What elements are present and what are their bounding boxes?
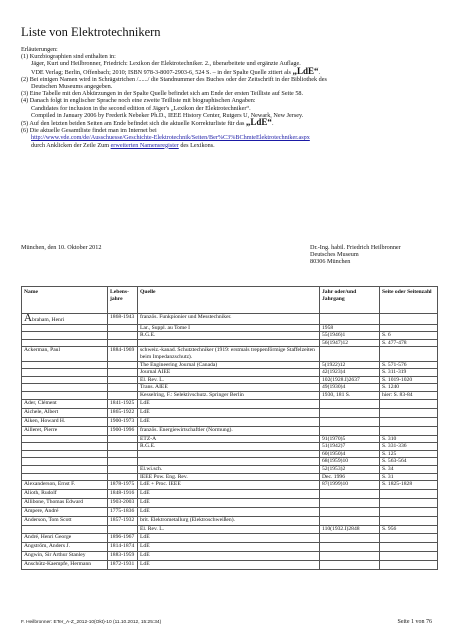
note-1-publisher: VDE Verlag; Berlin, Offenbach; 2010; ISBN 978-3-8007-2903-6, 524 S. – in der Spalte Quelle zitiert als „LdE“. xyxy=(31,65,321,76)
cell-page xyxy=(380,499,438,508)
cell-name xyxy=(22,324,108,332)
cell-name xyxy=(22,339,108,347)
table-row xyxy=(22,450,438,458)
cell-year: 102(1928.I)2637 xyxy=(320,376,380,384)
cell-year: 60(1950)4 xyxy=(320,450,380,458)
cell-source: LdE xyxy=(138,508,320,517)
cell-name xyxy=(22,443,108,451)
table-row xyxy=(22,533,438,542)
cell-year: Dec. 1996 xyxy=(320,473,380,481)
cell-year xyxy=(320,533,380,542)
cell-year: 91(1970)5 xyxy=(320,435,380,443)
note-4-candidates: Candidates for inclusion in the second edition of Jäger's „Lexikon der Elektrotechniker“. xyxy=(31,104,251,112)
cell-year: 5(1922)12 xyxy=(320,361,380,369)
cell-name: Anderson, Tom Scott xyxy=(22,517,108,526)
cell-lifespan: 1900-1996 xyxy=(108,426,138,435)
cell-lifespan xyxy=(108,458,138,466)
cell-page: S. 1240 xyxy=(380,384,438,392)
cell-source: R.G.E. xyxy=(138,332,320,340)
cell-year: 42(1923)4 xyxy=(320,369,380,377)
cell-name xyxy=(22,369,108,377)
table-row xyxy=(22,324,438,332)
cell-page xyxy=(380,490,438,499)
vde-url-link[interactable]: http://www.vde.com/de/Ausschuesse/Geschichte-Elektrotechnik/Seiten/Ber%C3%BChmteElektrotechniker.aspx xyxy=(31,134,310,142)
table-header-row xyxy=(22,287,438,314)
cell-lifespan xyxy=(108,324,138,332)
cell-name xyxy=(22,376,108,384)
table-body xyxy=(22,314,438,570)
cell-source: LdE xyxy=(138,533,320,542)
cell-lifespan: 1883-1959 xyxy=(108,551,138,560)
cell-year: 52(1953)2 xyxy=(320,465,380,473)
cell-year xyxy=(320,560,380,569)
cell-page: S. 563-564 xyxy=(380,458,438,466)
cell-lifespan: 1868-1943 xyxy=(108,314,138,325)
cell-lifespan: 1872-1931 xyxy=(108,560,138,569)
cell-lifespan xyxy=(108,526,138,534)
cell-source: R.G.E. xyxy=(138,443,320,451)
cell-year: 56(1947)12 xyxy=(320,339,380,347)
cell-year xyxy=(320,347,380,361)
table-row xyxy=(22,490,438,499)
table-row xyxy=(22,458,438,466)
cell-year xyxy=(320,426,380,435)
cell-name: Abraham, Henri xyxy=(22,314,108,325)
cell-name: Anschütz-Kaempfe, Hermann xyxy=(22,560,108,569)
cell-page: hier: S. 83-84 xyxy=(380,391,438,399)
table-row xyxy=(22,332,438,340)
cell-source: LdE xyxy=(138,490,320,499)
cell-source: IEEE Pow. Eng. Rev. xyxy=(138,473,320,481)
table-row xyxy=(22,499,438,508)
header-page: Seite oder Seitenzahl xyxy=(380,287,438,314)
header-name: Name xyxy=(22,287,108,314)
table-row xyxy=(22,526,438,534)
cell-source: schweiz.-kanad. Schutztechniker (1919: erstmals treppenförmige Staffelzeiten beim Impedanzschutz). xyxy=(138,347,320,361)
cell-name: Ailleret, Pierre xyxy=(22,426,108,435)
cell-source: LdE xyxy=(138,542,320,551)
cell-page xyxy=(380,408,438,417)
cell-name: Alioth, Rudolf xyxy=(22,490,108,499)
cell-name xyxy=(22,361,108,369)
cell-name xyxy=(22,384,108,392)
note-1-book: Jäger, Kurt und Heilbronner, Friedrich: Lexikon der Elektrotechniker. 2., überarbeitete und ergänzte Auflage. xyxy=(31,60,301,68)
cell-page: S. 125 xyxy=(380,450,438,458)
cell-page xyxy=(380,508,438,517)
note-5: (5) Auf den letzten beiden Seiten am Ende befindet sich die aktuelle Korrekturliste für das „LdE“. xyxy=(21,117,274,128)
namensregister-link[interactable]: erweiterten Namensregister xyxy=(110,141,179,149)
table-row xyxy=(22,384,438,392)
cell-year xyxy=(320,408,380,417)
cell-name: Allibone, Thomas Edward xyxy=(22,499,108,508)
cell-name xyxy=(22,458,108,466)
cell-page: S. 310 xyxy=(380,435,438,443)
cell-source: El.wi.sch. xyxy=(138,465,320,473)
cell-name: Angström, Anders J. xyxy=(22,542,108,551)
cell-page: S. 34 xyxy=(380,465,438,473)
cell-year xyxy=(320,517,380,526)
cell-page: S. 6 xyxy=(380,332,438,340)
table-row xyxy=(22,314,438,325)
table-row xyxy=(22,560,438,569)
cell-page: S. 311-319 xyxy=(380,369,438,377)
notes-heading: Erläuterungen: xyxy=(21,46,58,53)
cell-year xyxy=(320,542,380,551)
footer-page-number: Seite 1 von 76 xyxy=(397,619,432,625)
table-row xyxy=(22,542,438,551)
cell-source: LdE + Proc. IEEE xyxy=(138,481,320,490)
cell-page: S. 571-576 xyxy=(380,361,438,369)
cell-page xyxy=(380,533,438,542)
table-row xyxy=(22,508,438,517)
cell-lifespan xyxy=(108,391,138,399)
table-row xyxy=(22,435,438,443)
cell-lifespan xyxy=(108,332,138,340)
cell-year: 51(1942)7 xyxy=(320,443,380,451)
cell-lifespan xyxy=(108,473,138,481)
cell-name xyxy=(22,435,108,443)
cell-source: brit. Elektrometallurg (Elektroschweißen). xyxy=(138,517,320,526)
table-row xyxy=(22,443,438,451)
table-row xyxy=(22,339,438,347)
cell-year xyxy=(320,490,380,499)
table-row xyxy=(22,551,438,560)
cell-lifespan xyxy=(108,369,138,377)
cell-year: 49(1930)4 xyxy=(320,384,380,392)
cell-source: Lar., Suppl. au Tome I xyxy=(138,324,320,332)
signer-name: Dr.-Ing. habil. Friedrich Heilbronner xyxy=(310,244,401,251)
date-line: München, den 10. Oktober 2012 xyxy=(21,244,102,251)
cell-name: Ampere, André xyxy=(22,508,108,517)
engineers-table xyxy=(21,286,438,570)
cell-page xyxy=(380,542,438,551)
cell-page: S. 31 xyxy=(380,473,438,481)
note-1: (1) Kurzbiographien sind enthalten in: xyxy=(21,53,116,61)
cell-year: 1958 xyxy=(320,324,380,332)
note-6: (6) Die aktuelle Gesamtliste findet man im Internet bei xyxy=(21,127,157,135)
cell-page xyxy=(380,426,438,435)
table-row xyxy=(22,481,438,490)
cell-source: El. Rev. L. xyxy=(138,526,320,534)
header-source: Quelle xyxy=(138,287,320,314)
signer-block xyxy=(310,244,401,266)
cell-name: Ader, Clément xyxy=(22,399,108,408)
header-lifespan: Lebens-jahre xyxy=(108,287,138,314)
cell-page xyxy=(380,551,438,560)
table-row xyxy=(22,399,438,408)
table-row xyxy=(22,391,438,399)
table-row xyxy=(22,465,438,473)
cell-lifespan: 1900-1973 xyxy=(108,417,138,426)
table-row xyxy=(22,417,438,426)
cell-lifespan: 1903-2003 xyxy=(108,499,138,508)
cell-source: ETZ-A xyxy=(138,435,320,443)
cell-name: Angwin, Sir Arthur Stanley xyxy=(22,551,108,560)
cell-source: französ. Energiewirtschaftler (Normung). xyxy=(138,426,320,435)
cell-source: LdE xyxy=(138,417,320,426)
cell-name: Aiken, Howard H. xyxy=(22,417,108,426)
cell-page: S. 956 xyxy=(380,526,438,534)
cell-lifespan: 1884-1969 xyxy=(108,347,138,361)
cell-name: Ackerman, Paul xyxy=(22,347,108,361)
cell-lifespan: 1841-1925 xyxy=(108,399,138,408)
note-2-cont: Deutschen Museums angegeben. xyxy=(31,83,113,91)
cell-lifespan: 1814-1874 xyxy=(108,542,138,551)
cell-source: LdE xyxy=(138,408,320,417)
cell-page: S. 477-478 xyxy=(380,339,438,347)
cell-year: 55(1946)1 xyxy=(320,332,380,340)
footer-file-info: F. Heilbronner: ETer_A-Z_2012-10(Okt)-10 (11.10.2012, 15:25:34) xyxy=(21,620,162,625)
page-title: Liste von Elektrotechnikern xyxy=(21,25,161,39)
table-row xyxy=(22,347,438,361)
note-4: (4) Danach folgt in englischer Sprache noch eine zweite Teilliste mit biographischen Angaben: xyxy=(21,97,256,105)
cell-name xyxy=(22,450,108,458)
cell-source: LdE xyxy=(138,399,320,408)
cell-page xyxy=(380,560,438,569)
cell-source: LdE xyxy=(138,499,320,508)
cell-year xyxy=(320,551,380,560)
cell-lifespan xyxy=(108,339,138,347)
signer-institution: Deutsches Museum xyxy=(310,251,359,259)
cell-lifespan xyxy=(108,384,138,392)
cell-year: 110(1932.I)2848 xyxy=(320,526,380,534)
cell-name xyxy=(22,332,108,340)
table-row xyxy=(22,473,438,481)
cell-name: Aichele, Albert xyxy=(22,408,108,417)
cell-page: S. 1825-1828 xyxy=(380,481,438,490)
cell-source: LdE xyxy=(138,551,320,560)
cell-page: S. 1019-1020 xyxy=(380,376,438,384)
cell-source xyxy=(138,450,320,458)
cell-lifespan: 1896-1967 xyxy=(108,533,138,542)
signer-city: 80306 München xyxy=(310,258,351,266)
table-row xyxy=(22,408,438,417)
cell-name xyxy=(22,526,108,534)
notes-block xyxy=(21,46,441,149)
cell-year: 1930, 181 S. xyxy=(320,391,380,399)
cell-year xyxy=(320,417,380,426)
cell-page xyxy=(380,399,438,408)
cell-page: S. 331-336 xyxy=(380,443,438,451)
cell-lifespan: 1878-1975 xyxy=(108,481,138,490)
table-row xyxy=(22,376,438,384)
lde-abbrev-2: „LdE“ xyxy=(245,117,272,128)
cell-page xyxy=(380,314,438,325)
cell-page xyxy=(380,417,438,426)
cell-source xyxy=(138,339,320,347)
cell-source: Trans. AIEE xyxy=(138,384,320,392)
cell-page xyxy=(380,517,438,526)
cell-name: Alexanderson, Ernst F. xyxy=(22,481,108,490)
note-2: (2) Bei einigen Namen wird in Schrägstrichen /....../ die Standnummer des Buches oder der Zeitschrift in der Bibliothek des xyxy=(21,75,327,83)
cell-page xyxy=(380,324,438,332)
cell-lifespan: 1848-1916 xyxy=(108,490,138,499)
cell-lifespan: 1865-1922 xyxy=(108,408,138,417)
cell-year: 68(1959)10 xyxy=(320,458,380,466)
cell-source: Kesselring, F.: Selektivschutz. Springer Berlin xyxy=(138,391,320,399)
cell-lifespan xyxy=(108,376,138,384)
table-row xyxy=(22,369,438,377)
cell-source: Journal AIEE xyxy=(138,369,320,377)
cell-name xyxy=(22,473,108,481)
cell-year: 87(1999)10 xyxy=(320,481,380,490)
note-3: (3) Eine Tabelle mit den Abkürzungen in der Spalte Quelle befindet sich am Ende der ersten Teilliste auf Seite 58. xyxy=(21,90,304,98)
cell-lifespan xyxy=(108,450,138,458)
lde-abbrev: „LdE“ xyxy=(292,65,319,76)
cell-year xyxy=(320,499,380,508)
cell-lifespan: 1857-1932 xyxy=(108,517,138,526)
cell-source: The Engineering Journal (Canada) xyxy=(138,361,320,369)
cell-lifespan xyxy=(108,435,138,443)
cell-source xyxy=(138,458,320,466)
cell-source: französ. Funkpionier und Messtechniker. xyxy=(138,314,320,325)
cell-year xyxy=(320,508,380,517)
cell-name xyxy=(22,391,108,399)
cell-page xyxy=(380,347,438,361)
cell-lifespan xyxy=(108,443,138,451)
note-4-compiled: Compiled in January 2006 by Frederik Nebeker Ph.D., IEEE History Center, Rutgers U, Newark, New Jersey. xyxy=(31,111,304,119)
cell-source: El. Rev. L. xyxy=(138,376,320,384)
cell-source: LdE xyxy=(138,560,320,569)
cell-lifespan xyxy=(108,361,138,369)
cell-name: André, Henri George xyxy=(22,533,108,542)
cell-name xyxy=(22,465,108,473)
header-year: Jahr oder/und Jahrgang xyxy=(320,287,380,314)
table-row xyxy=(22,361,438,369)
cell-year xyxy=(320,314,380,325)
note-6-click-line: durch Anklicken der Zeile Zum erweiterten Namensregister des Lexikons. xyxy=(31,141,215,149)
note-6-url-line xyxy=(21,134,441,141)
cell-lifespan xyxy=(108,465,138,473)
table-row xyxy=(22,517,438,526)
cell-year xyxy=(320,399,380,408)
table-row xyxy=(22,426,438,435)
cell-lifespan: 1775-1836 xyxy=(108,508,138,517)
